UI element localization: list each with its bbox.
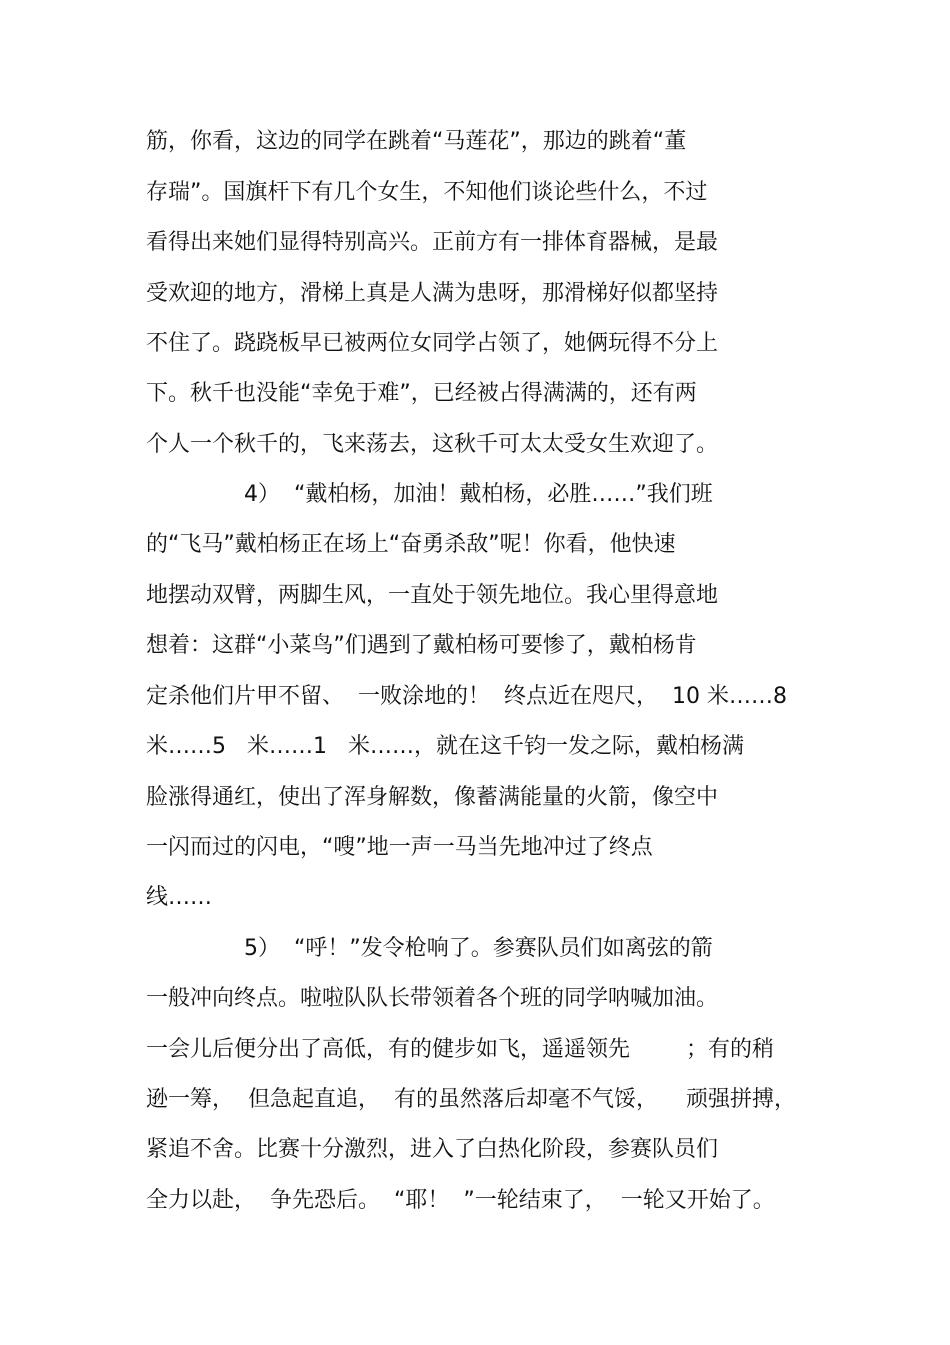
text-line: 看得出来她们显得特别高兴。正前方有一排体育器械，是最	[146, 230, 719, 255]
text-line: 存瑞”。国旗杆下有几个女生，不知他们谈论些什么，不过	[146, 180, 708, 205]
text-line: 一般冲向终点。啦啦队队长带领着各个班的同学呐喊加油。	[146, 986, 719, 1011]
text-line: 地摆动双臂，两脚生风，一直处于领先地位。我心里得意地	[146, 583, 719, 608]
text-line: 个人一个秋千的，飞来荡去，这秋千可太太受女生欢迎了。	[146, 432, 719, 457]
text-line: 逊一筹， 但急起直追， 有的虽然落后却毫不气馁， 顽强拼搏，	[146, 1087, 796, 1112]
text-line: 下。秋千也没能“幸免于难”，已经被占得满满的，还有两	[146, 381, 697, 406]
text-line: 筋，你看，这边的同学在跳着“马莲花”，那边的跳着“董	[146, 129, 687, 154]
text-line: 紧追不舍。比赛十分激烈，进入了白热化阶段，参赛队员们	[146, 1137, 719, 1162]
text-line: 一闪而过的闪电，“嗖”地一声一马当先地冲过了终点	[146, 835, 653, 860]
text-line: 想着：这群“小菜鸟”们遇到了戴柏杨可要惨了，戴柏杨肯	[146, 633, 697, 658]
paragraph-5-first-line: 5） “呼！”发令枪响了。参赛队员们如离弦的箭	[244, 936, 713, 961]
text-line: 脸涨得通红，使出了浑身解数，像蓄满能量的火箭，像空中	[146, 785, 719, 810]
text-line: 线……	[146, 885, 213, 910]
text-line: 定杀他们片甲不留、 一败涂地的！ 终点近在咫尺， 10 米……8	[146, 684, 787, 709]
text-line: 一会儿后便分出了高低，有的健步如飞，遥遥领先 ；有的稍	[146, 1037, 774, 1062]
text-line: 不住了。跷跷板早已被两位女同学占领了，她俩玩得不分上	[146, 331, 719, 356]
paragraph-4-first-line: 4） “戴柏杨，加油！戴柏杨，必胜……”我们班	[244, 482, 713, 507]
text-line: 受欢迎的地方，滑梯上真是人满为患呀，那滑梯好似都坚持	[146, 281, 719, 306]
text-line: 米……5 米……1 米……，就在这千钧一发之际，戴柏杨满	[146, 734, 744, 759]
text-line: 的“飞马”戴柏杨正在场上“奋勇杀敌”呢！你看，他快速	[146, 532, 676, 557]
text-line: 全力以赴， 争先恐后。 “耶！ ”一轮结束了， 一轮又开始了。	[146, 1188, 775, 1213]
